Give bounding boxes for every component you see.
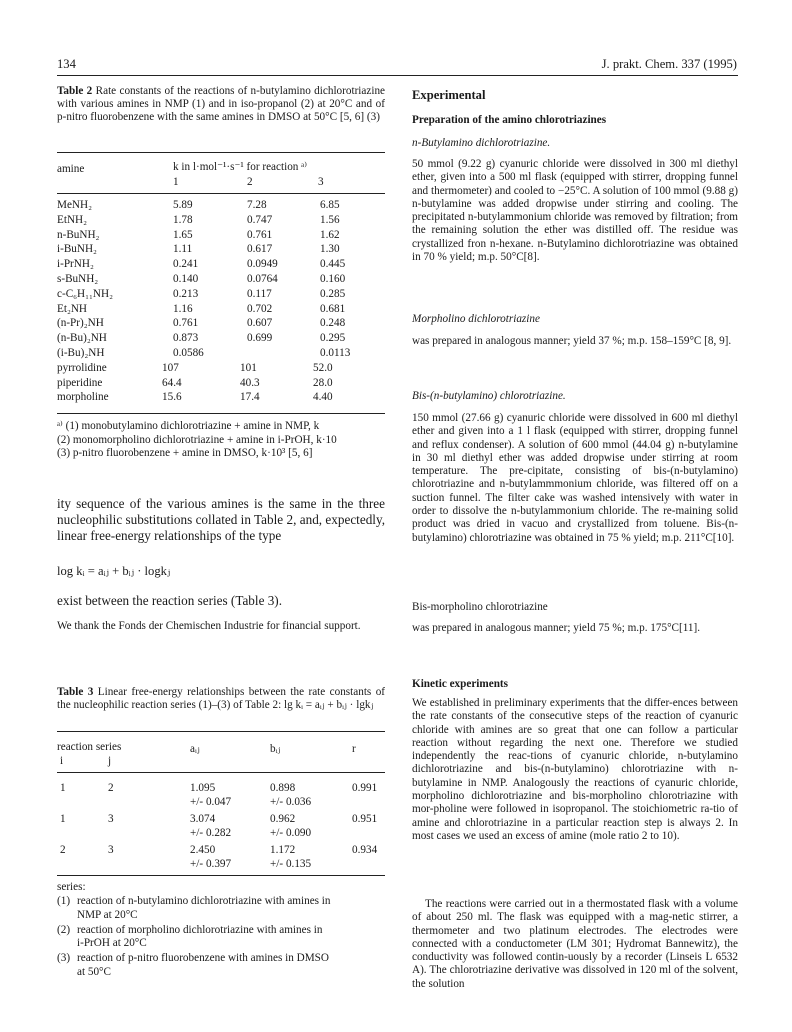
acknowledgement: We thank the Fonds der Chemischen Industrie for financial support. (57, 620, 361, 632)
table2-k1-cell: 15.6 (162, 391, 182, 404)
table2-k1-cell: 64.4 (162, 376, 182, 389)
table3-b-cell: 0.962 (270, 813, 296, 825)
series-number: (2) (57, 923, 71, 936)
header-rule (57, 75, 738, 76)
table2-k1-cell: 1.78 (173, 213, 193, 226)
prep-heading: Preparation of the amino chlorotriazines (412, 114, 607, 126)
table2-k1-cell: 0.241 (173, 258, 199, 271)
table2-amine-cell: morpholine (57, 391, 109, 404)
table2-k3-cell: 1.62 (320, 228, 340, 241)
kinetic-paragraph-1: We established in preliminary experiments that the differ-ences between the rate constants of the consecutive steps of the reaction of cyanuric chloride with amines are so great that one can follow a particular reaction without regarding the next one. Therefore we studied independently the reac-tions of cyanuric chloride, n-butylamino dichlorotriazine and bis-(n-butylamino) chlorotriazine with n-butylamine in NMP. Analogously the reactions of cyanuric chloride, morpholino dichlorotriazine and bis-morpholino chlorotriazine with mor-pholine were followed in isopropanol. The stoichiometric ra-tio of amine and chlorotriazine in a particular reaction step is always 2. In most cases we used an excess of amine (mole ratio 2 to 10). (412, 697, 738, 842)
series-line: reaction of p-nitro fluorobenzene with amines in DMSO (77, 952, 329, 964)
table2-k3-cell: 52.0 (313, 361, 333, 374)
table2-k3-cell: 0.295 (320, 332, 346, 345)
table2-amine-cell: i-BuNH₂ (57, 243, 97, 256)
table3-r-cell: 0.991 (352, 782, 378, 794)
table2-footnote-2: (2) monomorpholino dichlorotriazine + amine in i-PrOH, k·10 (57, 433, 337, 446)
table2-amine-cell: EtNH₂ (57, 213, 88, 226)
table2-k2-cell: 0.0764 (247, 273, 278, 285)
table2-top-rule (57, 152, 385, 153)
table2-k3-cell: 0.160 (320, 273, 346, 285)
table2-k1-cell: 0.0586 (173, 347, 204, 359)
table3-b-err-cell: +/- 0.090 (270, 827, 312, 839)
table2-k1-cell: 0.873 (173, 332, 199, 345)
table2-k2-cell: 0.761 (247, 228, 273, 241)
table3-col-j: j (108, 755, 112, 767)
s3-text: 150 mmol (27.66 g) cyanuric chloride were dissolved in 600 ml diethyl ether and given into a 1 l flask (equipped with stirrer, dropping funnel and reflux condenser). A solution of 600 mmol (44.04 g) n-butylamine in 30 ml diethyl ether was added dropwise under stirring at room temperature. The pre-cipitate, consisting of bis-(n-butylamino) chlorotriazine and n-butylammmonium chloride, was filtered off on a suction funnel. The filter cake was washed intensively with water in order to dissolve the n-butylammonium chloride. The re-maining solid product was dried in vacuo and crystallized from toluene. Bis-(n-butylamino) chlorotriazine was obtained in 75 % yield; m.p. 211°C[10]. (412, 412, 738, 544)
table2-k3-cell: 1.30 (320, 243, 340, 256)
table2-k3-cell: 0.445 (320, 258, 346, 271)
table3-series-label: series: (57, 881, 86, 893)
table3-r-cell: 0.934 (352, 844, 378, 856)
table3-j-cell: 3 (108, 844, 114, 856)
table3-b-err-cell: +/- 0.135 (270, 858, 312, 870)
table2-k3-cell: 1.56 (320, 213, 340, 226)
table3-label: Table 3 (57, 686, 94, 698)
table2-k1-cell: 1.65 (173, 228, 193, 241)
table2-k1-cell: 5.89 (173, 199, 193, 211)
table3-caption (57, 686, 385, 712)
table3-b-cell: 1.172 (270, 844, 296, 856)
table3-b-err-cell: +/- 0.036 (270, 796, 312, 808)
table2-amine-cell: (n-Bu)₂NH (57, 332, 107, 345)
table2-k3-cell: 0.681 (320, 302, 346, 315)
table2-k1-cell: 0.140 (173, 273, 199, 285)
table2-k3-cell: 0.0113 (320, 347, 351, 359)
table3-col-b: bᵢⱼ (270, 743, 281, 755)
series-number: (3) (57, 952, 71, 964)
table3-top-rule (57, 731, 385, 732)
table2-k1-cell: 0.761 (173, 317, 199, 330)
table3-i-cell: 2 (60, 844, 66, 856)
table3-j-cell: 2 (108, 782, 114, 794)
table2-k2-cell: 0.702 (247, 302, 273, 315)
table2-k2-cell: 17.4 (240, 391, 260, 404)
table3-a-cell: 1.095 (190, 782, 216, 794)
table3-a-err-cell: +/- 0.282 (190, 827, 232, 839)
table2-amine-cell: s-BuNH₂ (57, 273, 99, 285)
table2-col-2: 2 (247, 176, 253, 188)
table2-amine-cell: (n-Pr)₂NH (57, 317, 104, 330)
table2-caption-text: Rate constants of the reactions of n-butylamino dichlorotriazine with various amines in NMP (1) and in iso-propanol (2) at 20°C and of p-nitro fluorobenzene with the same amines in DMSO at 50°C [5, 6] (3) (57, 85, 386, 124)
table3-j-cell: 3 (108, 813, 114, 825)
s4-title: Bis-morpholino chlorotriazine (412, 601, 548, 613)
s4-text: was prepared in analogous manner; yield 75 %; m.p. 175°C[11]. (412, 622, 701, 634)
table2-amine-cell: MeNH₂ (57, 199, 92, 211)
table2-col-3: 3 (318, 176, 324, 188)
table2-amine-cell: piperidine (57, 376, 103, 389)
table2-footnote-3: (3) p-nitro fluorobenzene + amine in DMSO, k·10³ [5, 6] (57, 447, 313, 459)
experimental-heading: Experimental (412, 88, 486, 102)
table2-k2-cell: 0.0949 (247, 258, 278, 271)
table3-col-r: r (352, 743, 356, 755)
table2-k1-cell: 0.213 (173, 287, 199, 300)
table3-b-cell: 0.898 (270, 782, 296, 794)
table3-i-cell: 1 (60, 813, 66, 825)
table2-k3-cell: 0.248 (320, 317, 346, 330)
table3-col-a: aᵢⱼ (190, 743, 200, 755)
body-paragraph-1: ity sequence of the various amines is the same in the three nucleophilic substitutions collated in Table 2, and, expectedly, linear free-energy relationships of the type (57, 496, 385, 543)
table2-k2-cell: 0.699 (247, 332, 273, 345)
table2-k1-cell: 1.16 (173, 302, 193, 315)
series-line: reaction of morpholino dichlorotriazine with amines in (77, 923, 323, 936)
series-line: NMP at 20°C (77, 908, 138, 921)
table2-k2-cell: 0.117 (247, 287, 272, 300)
table2-amine-cell: n-BuNH₂ (57, 228, 100, 241)
table3-bottom-rule (57, 875, 385, 876)
table2-k2-cell: 101 (240, 361, 257, 374)
body-paragraph-2: exist between the reaction series (Table 3). (57, 593, 282, 608)
series-line: reaction of n-butylamino dichlorotriazine with amines in (77, 895, 331, 907)
table2-k1-cell: 1.11 (173, 243, 193, 256)
table2-k1-cell: 107 (162, 361, 179, 374)
table2-caption (57, 85, 385, 125)
equation: log kᵢ = aᵢⱼ + bᵢⱼ · logkⱼ (57, 564, 171, 578)
table2-bottom-rule (57, 413, 385, 414)
s2-title: Morpholino dichlorotriazine (412, 313, 540, 325)
kinetic-heading: Kinetic experiments (412, 678, 509, 690)
table2-footnote-1: ᵃ⁾ (1) monobutylamino dichlorotriazine + amine in NMP, k (57, 420, 320, 432)
table2-k3-cell: 28.0 (313, 376, 333, 389)
series-line: i-PrOH at 20°C (77, 937, 147, 949)
table3-a-err-cell: +/- 0.397 (190, 858, 232, 870)
kinetic-paragraph-2: The reactions were carried out in a thermostated flask with a volume of about 250 ml. The flask was equipped with a mag-netic stirrer, a thermometer and two platinum electrodes. The electrodes were connected with a conductometer (LM 301; Hydromat Bannewitz), the conductivity was followed contin-uously by a recorder (Linseis L 6532 A). The chlorotriazine derivative was dissolved in 120 ml of the solvent, the solution (412, 898, 738, 990)
table2-k2-cell: 0.617 (247, 243, 273, 256)
journal-reference: J. prakt. Chem. 337 (1995) (601, 57, 737, 71)
table3-caption-text: Linear free-energy relationships between the rate constants of the nucleophilic reaction series (1)–(3) of Table 2: lg kᵢ = aᵢⱼ + bᵢⱼ · lgkⱼ (57, 686, 386, 712)
page-number: 134 (57, 57, 76, 71)
table2-label: Table 2 (57, 85, 93, 97)
table3-header-rule (57, 772, 385, 773)
table2-k3-cell: 0.285 (320, 287, 346, 300)
table2-col-1: 1 (173, 176, 179, 188)
table2-k2-cell: 7.28 (247, 199, 267, 211)
s2-text: was prepared in analogous manner; yield 37 %; m.p. 158–159°C [8, 9]. (412, 335, 732, 347)
table2-col-amine: amine (57, 163, 85, 175)
series-line: at 50°C (77, 965, 111, 978)
table3-r-cell: 0.951 (352, 813, 378, 825)
series-number: (1) (57, 895, 71, 907)
table2-k2-cell: 0.607 (247, 317, 273, 330)
table2-k3-cell: 4.40 (313, 391, 333, 404)
table3-a-cell: 3.074 (190, 813, 216, 825)
table2-amine-cell: i-PrNH₂ (57, 258, 94, 271)
s3-title: Bis-(n-butylamino) chlorotriazine. (412, 390, 566, 402)
table2-col-k: k in l·mol⁻¹·s⁻¹ for reaction ᵃ⁾ (173, 161, 307, 173)
table2-k2-cell: 40.3 (240, 376, 260, 389)
table2-amine-cell: Et₂NH (57, 302, 88, 315)
table2-header-rule (57, 193, 385, 194)
s1-title: n-Butylamino dichlorotriazine. (412, 137, 551, 149)
table2-amine-cell: pyrrolidine (57, 361, 107, 374)
table2-amine-cell: (i-Bu)₂NH (57, 347, 105, 359)
table2-k2-cell: 0.747 (247, 213, 273, 226)
table3-a-err-cell: +/- 0.047 (190, 796, 232, 808)
table3-a-cell: 2.450 (190, 844, 216, 856)
table2-k3-cell: 6.85 (320, 199, 340, 211)
table2-amine-cell: c-C₆H₁₁NH₂ (57, 287, 113, 300)
table3-col-i: i (60, 755, 64, 767)
table3-col-series: reaction series (57, 741, 122, 753)
table3-i-cell: 1 (60, 782, 66, 794)
table2-footnotes (57, 420, 385, 461)
s1-text: 50 mmol (9.22 g) cyanuric chloride were dissolved in 300 ml diethyl ether, given into a 500 ml flask (equipped with stirrer, dropping funnel and thermometer) and cooled to −25°C. A solution of 100 mmol (9.88 g) n-butylamine was added dropwise under stirring and cooling. The precipitated n-butylammonium chloride was removed by filtration; from the remaining solution the ether was distilled off. The residue was crystallized fron n-hexane. n-Butylamino dichlorotriazine was obtained in 70 % yield; m.p. 50°C[8]. (412, 158, 738, 264)
